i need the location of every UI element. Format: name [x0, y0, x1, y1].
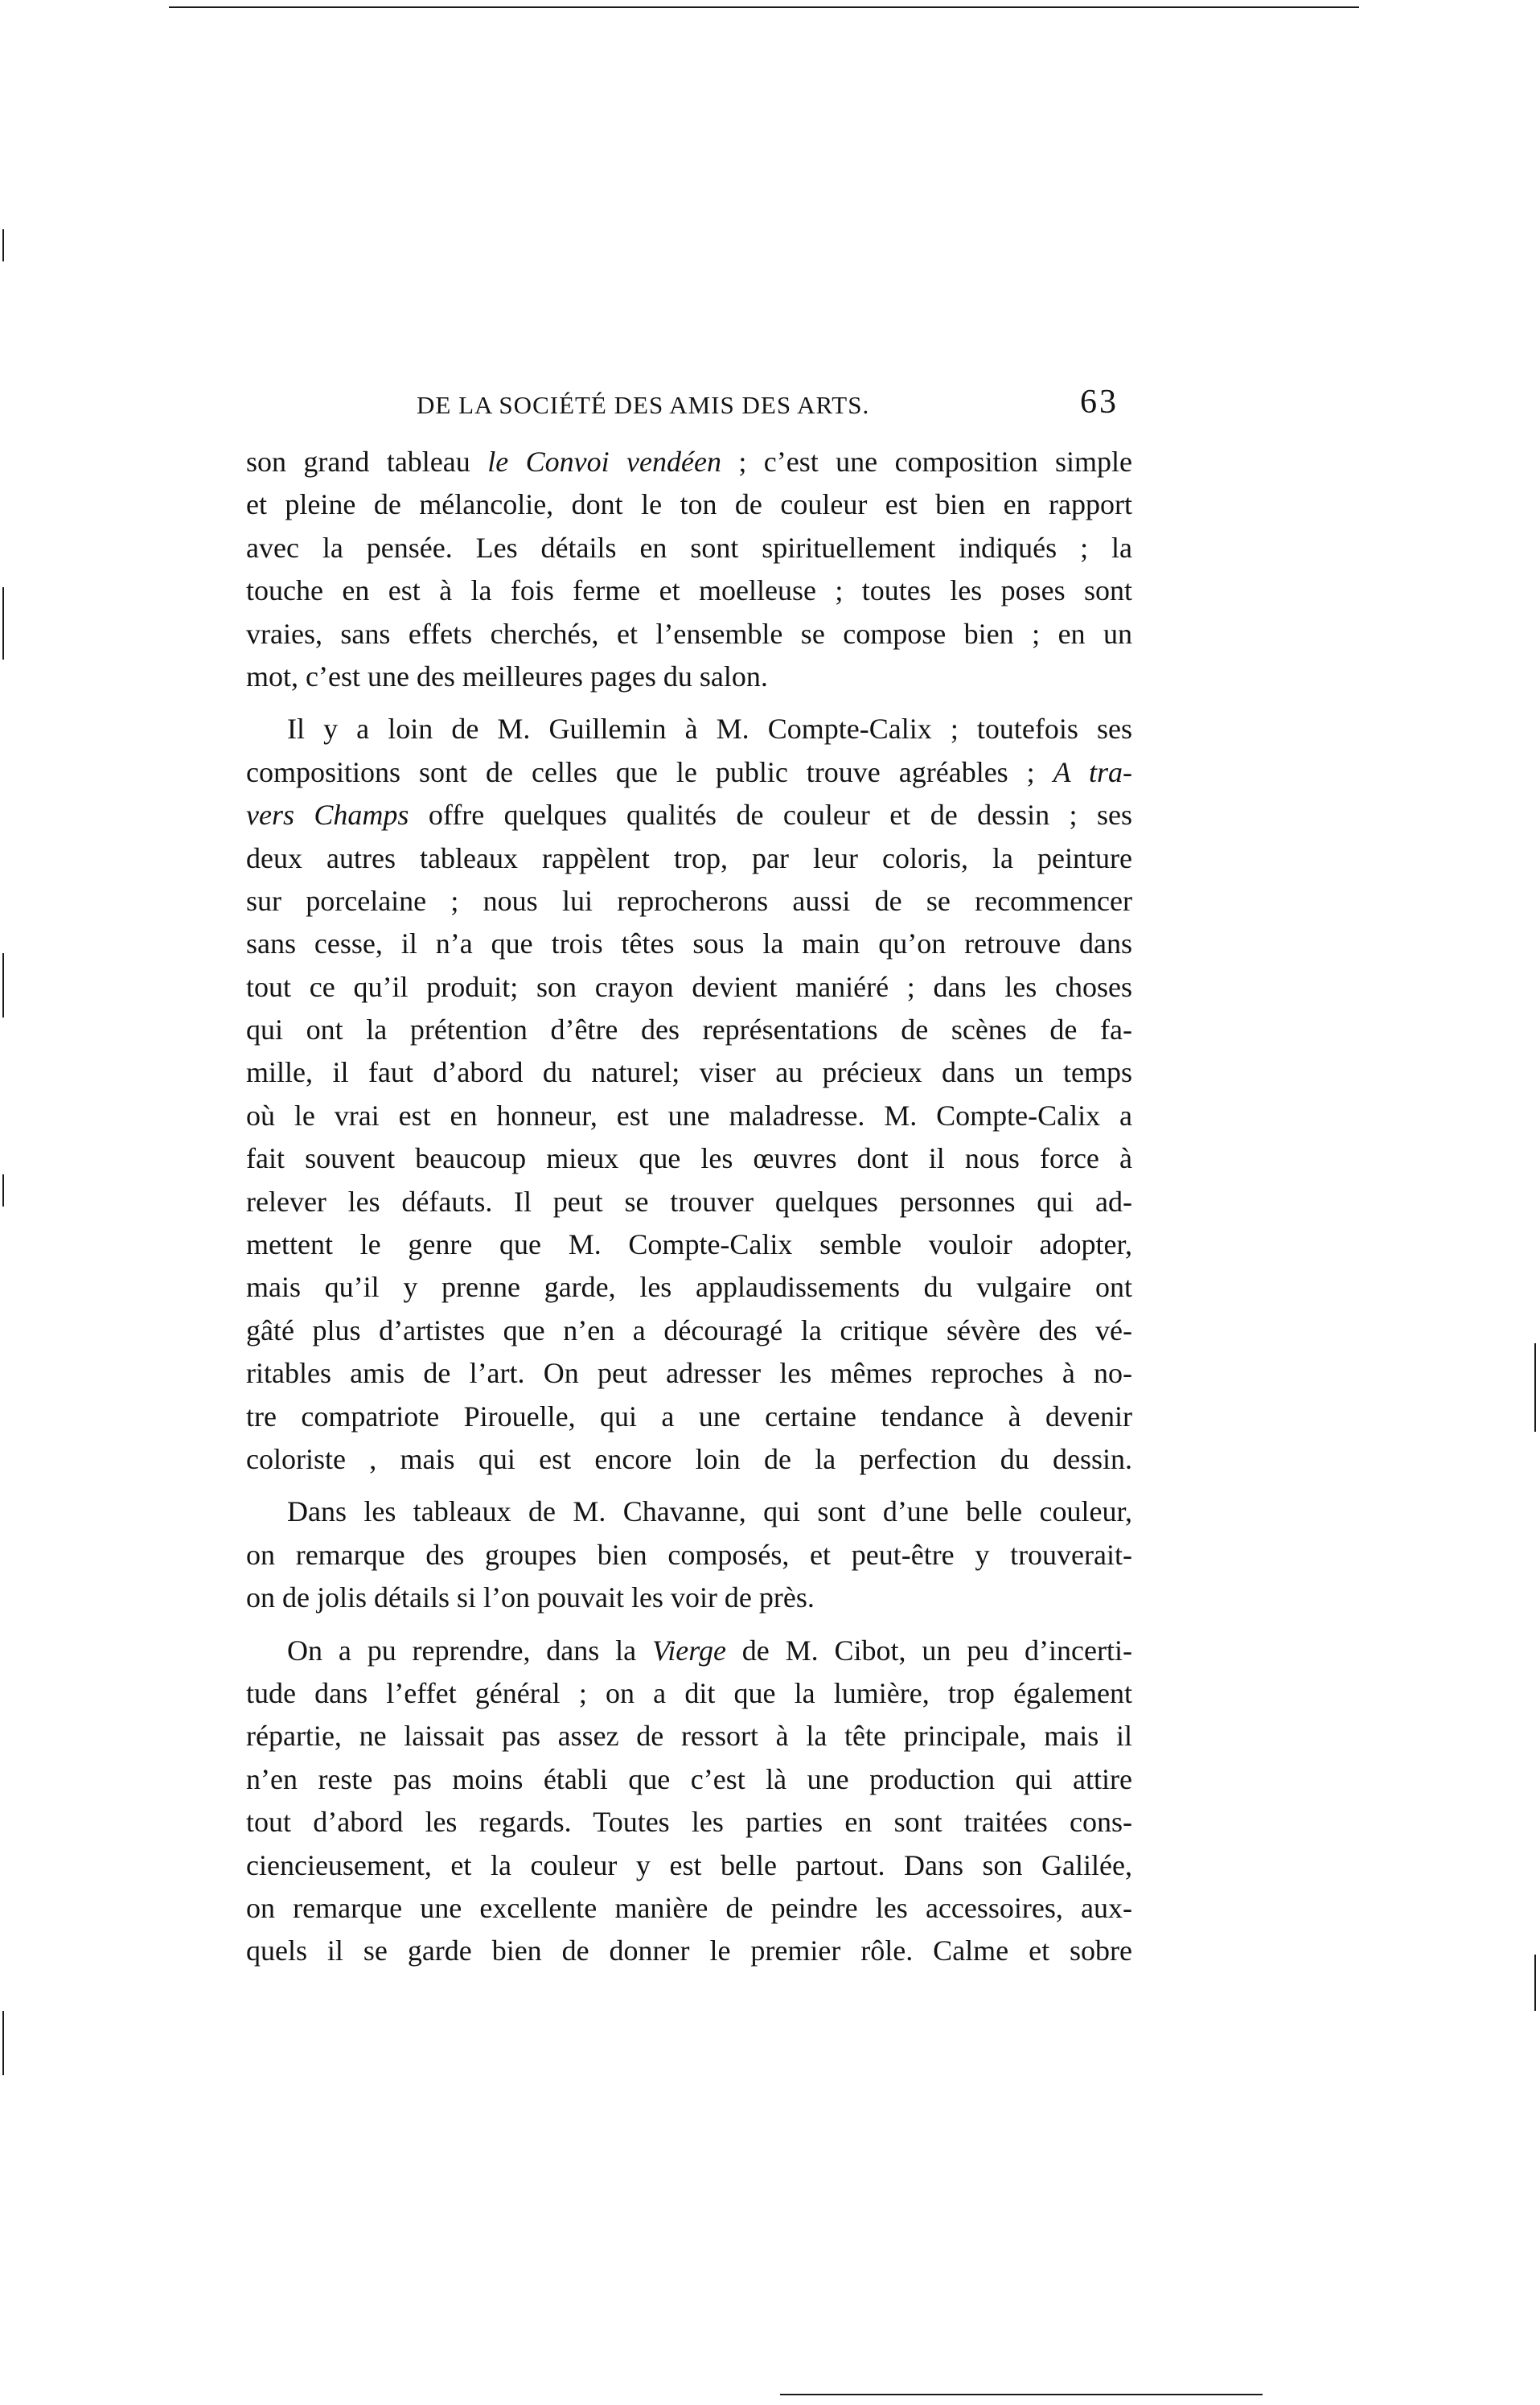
text-line: tout d’abord les regards. Toutes les parties en sont traitées cons- — [246, 1806, 1132, 1839]
text-line: relever les défauts. Il peut se trouver quelques personnes qui ad- — [246, 1185, 1132, 1218]
text-line: tude dans l’effet général ; on a dit que la lumière, trop également — [246, 1676, 1132, 1709]
text-line: avec la pensée. Les détails en sont spirituellement indiqués ; la — [246, 531, 1132, 564]
text-line: tout ce qu’il produit; son crayon devient maniéré ; dans les choses — [246, 970, 1132, 1003]
text-line: mais qu’il y prenne garde, les applaudissements du vulgaire ont — [246, 1271, 1132, 1304]
text-line: touche en est à la fois ferme et moelleuse ; toutes les poses sont — [246, 574, 1132, 607]
text-line: fait souvent beaucoup mieux que les œuvres dont il nous force à — [246, 1142, 1132, 1175]
text-line: et pleine de mélancolie, dont le ton de couleur est bien en rapport — [246, 488, 1132, 521]
text-line: On a pu reprendre, dans la Vierge de M. Cibot, un peu d’incerti- — [287, 1634, 1132, 1667]
text-line: on remarque une excellente manière de peindre les accessoires, aux- — [246, 1891, 1132, 1924]
text-line: Dans les tableaux de M. Chavanne, qui sont d’une belle couleur, — [287, 1495, 1132, 1528]
text-line: répartie, ne laissait pas assez de ressort à la tête principale, mais il — [246, 1720, 1132, 1753]
scan-edge-left-4 — [2, 1174, 4, 1207]
text-line: son grand tableau le Convoi vendéen ; c’est une composition simple — [246, 446, 1133, 478]
text-line: mille, il faut d’abord du naturel; viser au précieux dans un temps — [246, 1056, 1132, 1089]
scan-edge-right-1 — [1534, 1343, 1536, 1432]
scan-edge-top — [169, 6, 1359, 8]
text-line: ritables amis de l’art. On peut adresser les mêmes reproches à no- — [246, 1357, 1132, 1390]
page-number: 63 — [1080, 384, 1119, 421]
text-line: coloriste , mais qui est encore loin de la perfection du dessin. — [246, 1442, 1132, 1475]
text-line: gâté plus d’artistes que n’en a découragé la critique sévère des vé- — [246, 1314, 1132, 1346]
scan-edge-bottom — [780, 2394, 1263, 2395]
body-text — [246, 441, 1132, 1973]
text-line: compositions sont de celles que le public trouve agréables ; A tra- — [246, 755, 1133, 788]
scan-edge-left-5 — [2, 2011, 4, 2075]
text-line: sur porcelaine ; nous lui reprocherons aussi de se recommencer — [246, 884, 1132, 917]
text-line: n’en reste pas moins établi que c’est là une production qui attire — [246, 1762, 1132, 1795]
scan-edge-left-3 — [2, 953, 4, 1018]
text-line: deux autres tableaux rappèlent trop, par leur coloris, la peinture — [246, 841, 1132, 874]
text-line: on de jolis détails si l’on pouvait les voir de près. — [246, 1581, 815, 1614]
text-line: où le vrai est en honneur, est une maladresse. M. Compte-Calix a — [246, 1099, 1132, 1132]
text-line: mot, c’est une des meilleures pages du salon. — [246, 660, 768, 693]
text-line: mettent le genre que M. Compte-Calix semble vouloir adopter, — [246, 1228, 1132, 1261]
text-line: ciencieusement, et la couleur y est belle partout. Dans son Galilée, — [246, 1848, 1132, 1881]
text-line: vers Champs offre quelques qualités de couleur et de dessin ; ses — [246, 799, 1133, 832]
text-line: Il y a loin de M. Guillemin à M. Compte-Calix ; toutefois ses — [287, 713, 1132, 746]
scan-edge-left-2 — [2, 587, 4, 660]
text-line: vraies, sans effets cherchés, et l’ensemble se compose bien ; en un — [246, 617, 1132, 650]
scan-edge-left-1 — [2, 229, 4, 261]
text-line: quels il se garde bien de donner le premier rôle. Calme et sobre — [246, 1934, 1132, 1967]
text-line: on remarque des groupes bien composés, et peut-être y trouverait- — [246, 1538, 1132, 1571]
running-head: DE LA SOCIÉTÉ DES AMIS DES ARTS. — [417, 391, 870, 419]
scan-edge-right-2 — [1534, 1955, 1536, 2011]
text-line: qui ont la prétention d’être des représentations de scènes de fa- — [246, 1013, 1132, 1046]
text-line: tre compatriote Pirouelle, qui a une certaine tendance à devenir — [246, 1400, 1132, 1433]
text-line: sans cesse, il n’a que trois têtes sous la main qu’on retrouve dans — [246, 927, 1132, 960]
